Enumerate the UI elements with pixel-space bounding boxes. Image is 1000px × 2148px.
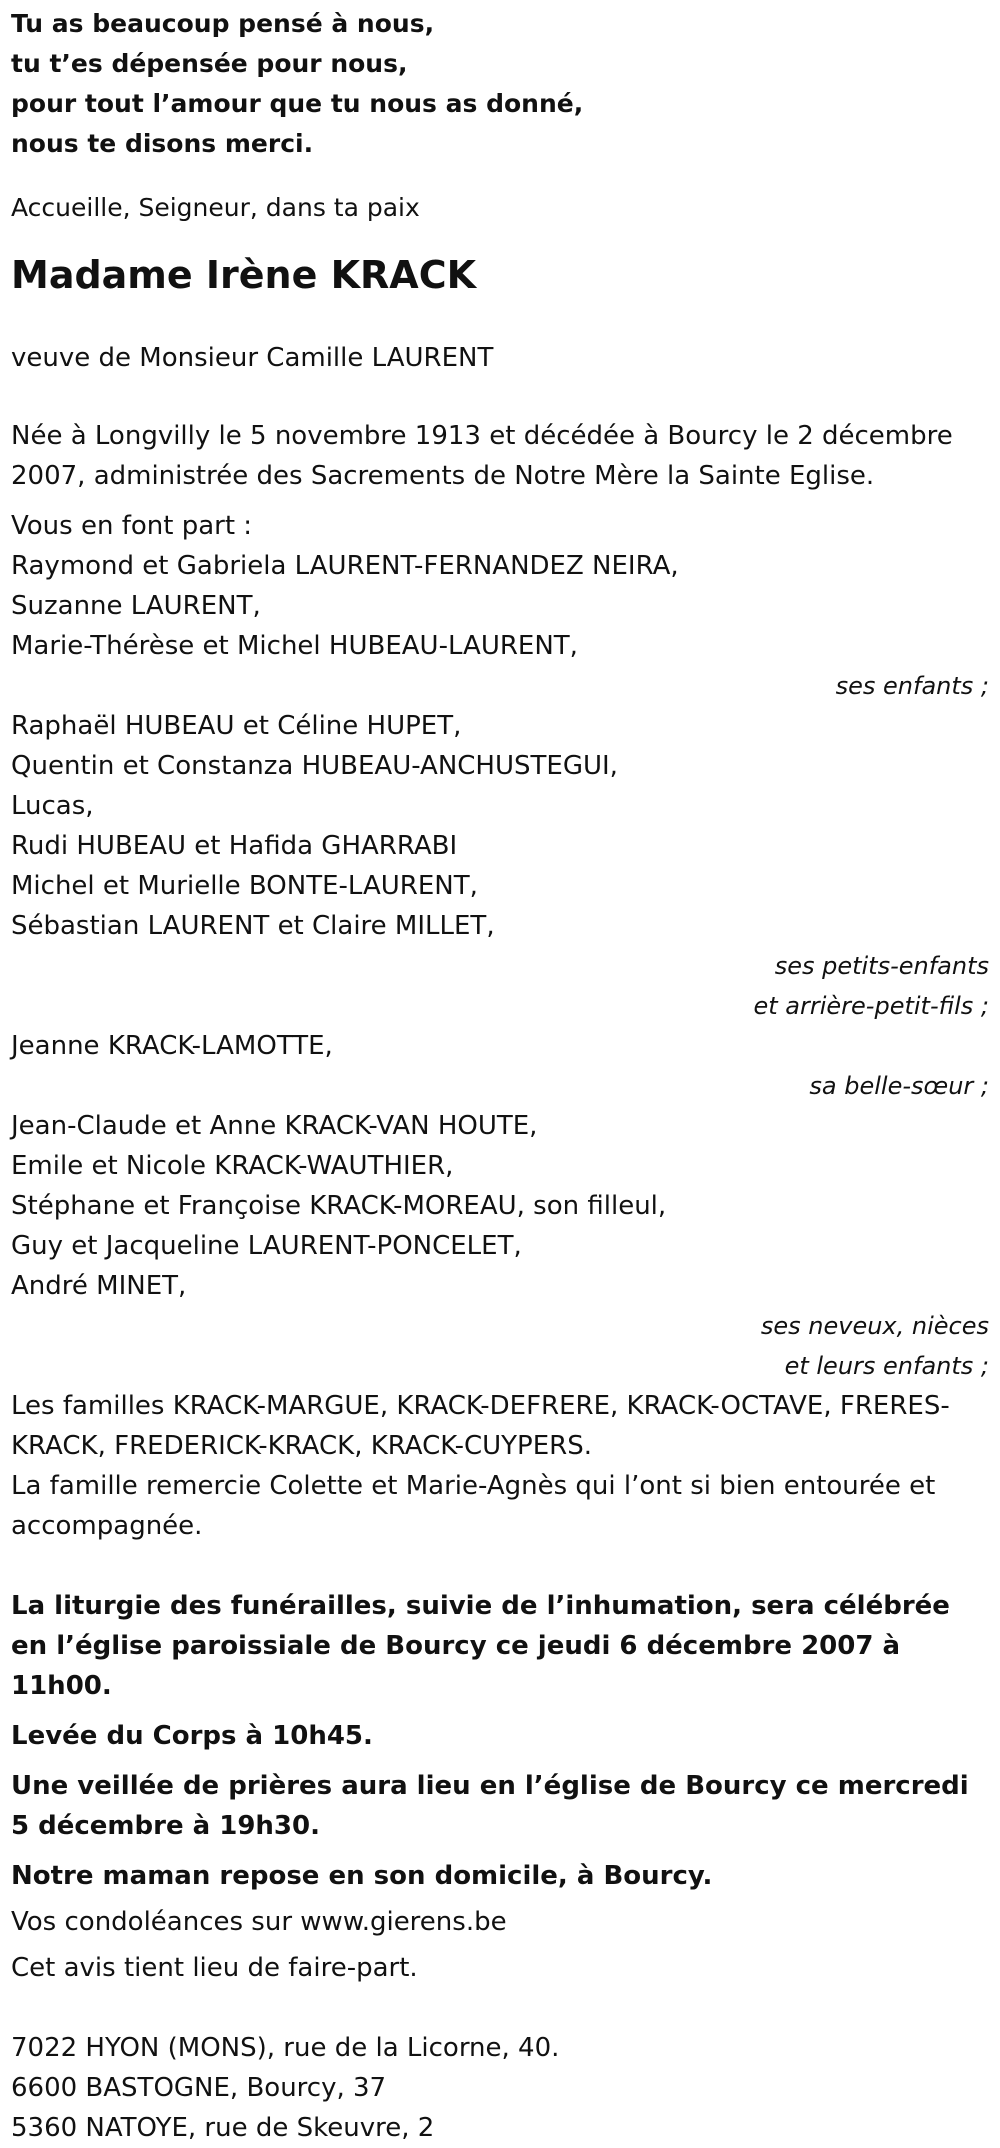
addresses: [11, 2028, 991, 2148]
family-member: Suzanne LAURENT,: [11, 591, 261, 621]
family-member: Sébastian LAURENT et Claire MILLET,: [11, 911, 495, 941]
family-member: Michel et Murielle BONTE-LAURENT,: [11, 871, 478, 901]
family-member: Emile et Nicole KRACK-WAUTHIER,: [11, 1151, 454, 1181]
condolences-text: Vos condoléances sur www.gierens.be: [11, 1907, 507, 1937]
family-member: Jean-Claude et Anne KRACK-VAN HOUTE,: [11, 1111, 538, 1141]
poem-line: nous te disons merci.: [11, 129, 314, 158]
family-member: Jeanne KRACK-LAMOTTE,: [11, 1031, 333, 1061]
prayer-text: Accueille, Seigneur, dans ta paix: [11, 193, 420, 222]
obituary-content: [11, 4, 991, 2148]
family-member: Rudi HUBEAU et Hafida GHARRABI: [11, 831, 458, 861]
address-line: 6600 BASTOGNE, Bourcy, 37: [11, 2073, 387, 2103]
family-member: Quentin et Constanza HUBEAU-ANCHUSTEGUI,: [11, 751, 618, 781]
family-member: Lucas,: [11, 791, 94, 821]
family-member: Raphaël HUBEAU et Céline HUPET,: [11, 711, 462, 741]
relation-label: ses enfants ;: [835, 672, 989, 700]
levee-text: Levée du Corps à 10h45.: [11, 1721, 373, 1751]
poem-line: tu t’es dépensée pour nous,: [11, 49, 408, 78]
relation-label: ses petits-enfants: [774, 952, 989, 980]
liturgy-text: La liturgie des funérailles, suivie de l’inhumation, sera célébrée en l’église paroissiale de Bourcy ce jeudi 6 décembre 2007 à 11h00.: [11, 1591, 950, 1701]
relation-label: ses neveux, nièces: [760, 1312, 989, 1340]
vigil-text: Une veillée de prières aura lieu en l’église de Bourcy ce mercredi 5 décembre à 19h30.: [11, 1771, 969, 1841]
families-text: Les familles KRACK-MARGUE, KRACK-DEFRERE, KRACK-OCTAVE, FRERES-KRACK, FREDERICK-KRACK, KRACK-CUYPERS.: [11, 1391, 950, 1461]
poem: [11, 4, 991, 164]
family-member: Guy et Jacqueline LAURENT-PONCELET,: [11, 1231, 522, 1261]
intro-text: Vous en font part :: [11, 511, 253, 541]
notice-text: Cet avis tient lieu de faire-part.: [11, 1953, 418, 1983]
family-member: Stéphane et Françoise KRACK-MOREAU, son filleul,: [11, 1191, 667, 1221]
birth-death-text: Née à Longvilly le 5 novembre 1913 et décédée à Bourcy le 2 décembre 2007, administrée des Sacrements de Notre Mère la Sainte Eglise.: [11, 421, 953, 491]
widow-of: veuve de Monsieur Camille LAURENT: [11, 343, 494, 373]
family-member: Marie-Thérèse et Michel HUBEAU-LAURENT,: [11, 631, 578, 661]
family-member: André MINET,: [11, 1271, 187, 1301]
deceased-name: Madame Irène KRACK: [11, 253, 477, 297]
funeral-details: [11, 1586, 991, 1896]
relation-label: sa belle-sœur ;: [809, 1072, 989, 1100]
repose-text: Notre maman repose en son domicile, à Bourcy.: [11, 1861, 713, 1891]
address-line: 5360 NATOYE, rue de Skeuvre, 2: [11, 2113, 435, 2143]
poem-line: pour tout l’amour que tu nous as donné,: [11, 89, 584, 118]
relation-label: et arrière-petit-fils ;: [753, 992, 989, 1020]
poem-line: Tu as beaucoup pensé à nous,: [11, 9, 435, 38]
relation-label: et leurs enfants ;: [784, 1352, 989, 1380]
family-member: Raymond et Gabriela LAURENT-FERNANDEZ NEIRA,: [11, 551, 679, 581]
family-list: [11, 506, 991, 1546]
address-line: 7022 HYON (MONS), rue de la Licorne, 40.: [11, 2033, 560, 2063]
thanks-text: La famille remercie Colette et Marie-Agnès qui l’ont si bien entourée et accompagnée.: [11, 1471, 936, 1541]
